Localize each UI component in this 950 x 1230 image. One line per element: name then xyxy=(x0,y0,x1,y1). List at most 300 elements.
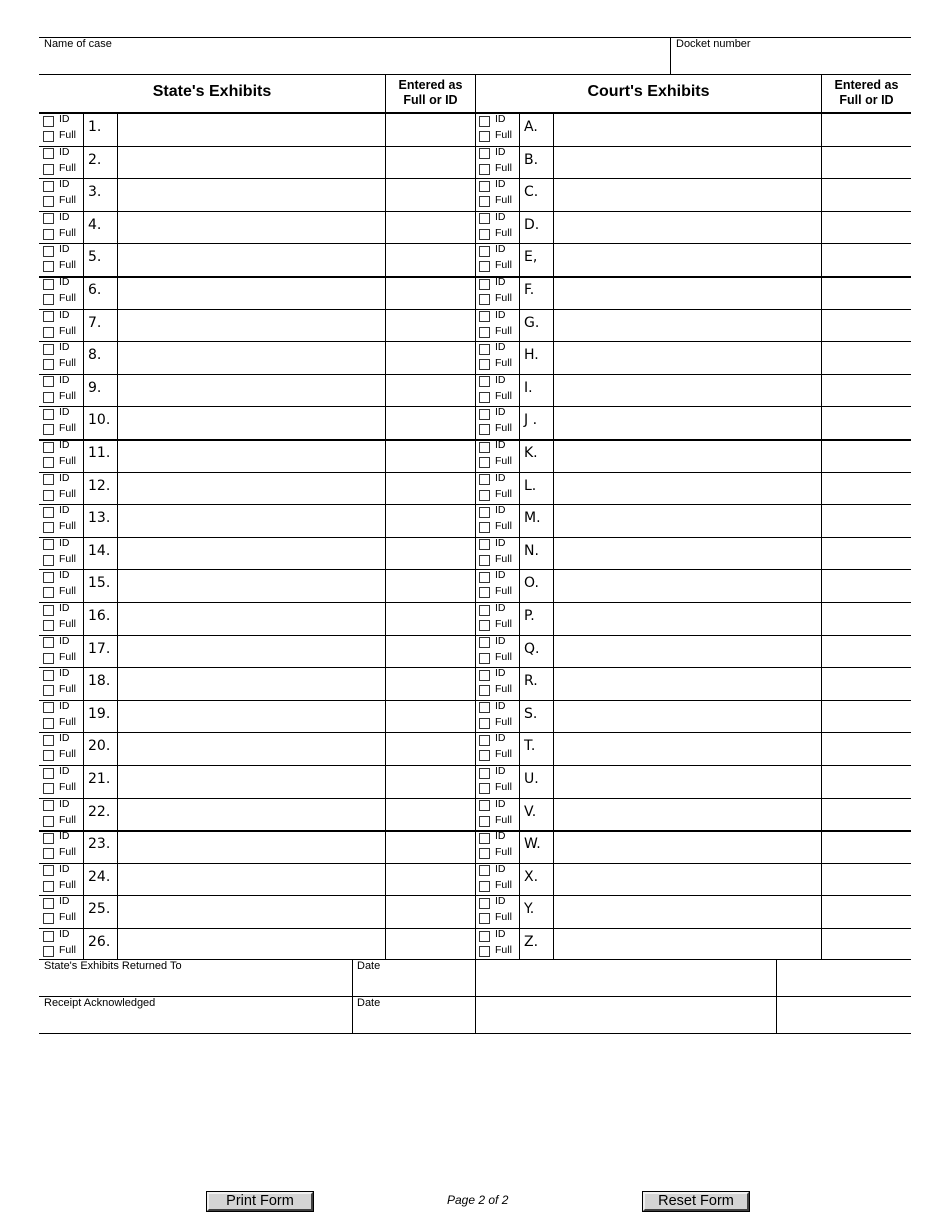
state-exhibit-description-field[interactable] xyxy=(118,668,384,699)
full-checkbox-label: Full xyxy=(59,748,76,761)
state-exhibit-number: 24. xyxy=(88,868,111,885)
full-checkbox-label: Full xyxy=(59,520,76,533)
case-name-field[interactable] xyxy=(42,50,668,72)
full-checkbox-label: Full xyxy=(59,161,76,174)
returned-date-field[interactable] xyxy=(355,973,473,994)
full-checkbox-label: Full xyxy=(495,650,512,663)
state-exhibit-description-field[interactable] xyxy=(118,212,384,243)
court-exhibit-number: Q. xyxy=(524,640,540,657)
state-exhibit-description-field[interactable] xyxy=(118,342,384,373)
state-exhibit-entered-field[interactable] xyxy=(386,505,474,536)
id-checkbox-label: ID xyxy=(495,178,506,191)
state-exhibit-entered-field[interactable] xyxy=(386,701,474,732)
state-exhibit-description-field[interactable] xyxy=(118,179,384,210)
state-exhibit-description-field[interactable] xyxy=(118,473,384,504)
court-exhibit-entered-field[interactable] xyxy=(822,147,910,178)
state-exhibit-entered-field[interactable] xyxy=(386,407,474,438)
court-exhibit-number: I. xyxy=(524,379,533,396)
state-exhibit-description-field[interactable] xyxy=(118,570,384,601)
state-exhibit-full-checkbox[interactable] xyxy=(43,848,54,859)
id-checkbox-label: ID xyxy=(495,765,506,777)
court-exhibit-description-field[interactable] xyxy=(554,342,820,373)
court-exhibit-entered-field[interactable] xyxy=(822,636,910,667)
court-exhibit-description-field[interactable] xyxy=(554,636,820,667)
court-exhibit-full-checkbox[interactable] xyxy=(479,913,490,924)
docket-number-field[interactable] xyxy=(673,50,909,72)
full-checkbox-label: Full xyxy=(59,781,76,793)
state-exhibit-full-checkbox[interactable] xyxy=(43,261,54,272)
state-exhibit-number: 18. xyxy=(88,673,111,690)
state-exhibit-id-checkbox[interactable] xyxy=(43,181,54,192)
court-exhibit-id-checkbox[interactable] xyxy=(479,702,490,713)
court-exhibit-entered-field[interactable] xyxy=(822,570,910,601)
state-exhibit-id-checkbox[interactable] xyxy=(43,572,54,583)
state-exhibit-entered-field[interactable] xyxy=(386,864,474,895)
court-exhibit-id-checkbox[interactable] xyxy=(479,898,490,909)
full-checkbox-label: Full xyxy=(59,129,76,141)
court-exhibit-full-checkbox[interactable] xyxy=(479,196,490,207)
state-exhibit-description-field[interactable] xyxy=(118,375,384,406)
id-checkbox-label: ID xyxy=(59,373,70,386)
court-exhibit-full-checkbox[interactable] xyxy=(479,261,490,272)
court-exhibit-description-field[interactable] xyxy=(554,603,820,634)
state-exhibit-id-checkbox[interactable] xyxy=(43,409,54,420)
state-exhibit-full-checkbox[interactable] xyxy=(43,946,54,957)
state-exhibit-entered-field[interactable] xyxy=(386,375,474,406)
id-checkbox-label: ID xyxy=(495,732,506,745)
state-exhibit-id-checkbox[interactable] xyxy=(43,507,54,518)
state-exhibit-id-checkbox[interactable] xyxy=(43,213,54,224)
court-exhibit-entered-field[interactable] xyxy=(822,668,910,699)
state-exhibit-description-field[interactable] xyxy=(118,505,384,536)
full-checkbox-label: Full xyxy=(495,846,512,859)
court-exhibit-entered-field[interactable] xyxy=(822,766,910,797)
court-exhibit-description-field[interactable] xyxy=(554,310,820,341)
id-checkbox-label: ID xyxy=(495,895,506,908)
id-checkbox-label: ID xyxy=(495,471,506,484)
full-checkbox-label: Full xyxy=(495,878,512,891)
court-exhibit-full-checkbox[interactable] xyxy=(479,750,490,761)
state-exhibit-number: 2. xyxy=(88,151,102,168)
court-exhibit-id-checkbox[interactable] xyxy=(479,735,490,746)
court-exhibit-full-checkbox[interactable] xyxy=(479,359,490,370)
state-exhibit-entered-field[interactable] xyxy=(386,179,474,210)
court-exhibit-description-field[interactable] xyxy=(554,701,820,732)
state-exhibit-id-checkbox[interactable] xyxy=(43,702,54,713)
court-exhibit-description-field[interactable] xyxy=(554,570,820,601)
courts-exhibits-title: Court's Exhibits xyxy=(587,83,710,100)
state-exhibit-description-field[interactable] xyxy=(118,929,384,960)
state-exhibit-id-checkbox[interactable] xyxy=(43,148,54,159)
state-exhibit-entered-field[interactable] xyxy=(386,929,474,960)
court-exhibit-id-checkbox[interactable] xyxy=(479,116,490,127)
state-exhibit-number: 19. xyxy=(88,705,111,722)
court-exhibit-entered-field[interactable] xyxy=(822,342,910,373)
court-exhibit-entered-field[interactable] xyxy=(822,831,910,862)
court-exhibit-full-checkbox[interactable] xyxy=(479,783,490,794)
court-exhibit-description-field[interactable] xyxy=(554,147,820,178)
state-exhibit-number: 23. xyxy=(88,836,111,853)
court-exhibit-entered-field[interactable] xyxy=(822,407,910,438)
court-exhibit-id-checkbox[interactable] xyxy=(479,279,490,290)
court-exhibit-id-checkbox[interactable] xyxy=(479,442,490,453)
court-exhibit-entered-field[interactable] xyxy=(822,244,910,275)
court-exhibit-description-field[interactable] xyxy=(554,407,820,438)
state-exhibit-full-checkbox[interactable] xyxy=(43,555,54,566)
state-exhibit-number: 22. xyxy=(88,803,111,820)
court-exhibit-entered-field[interactable] xyxy=(822,473,910,504)
court-exhibit-number: O. xyxy=(524,575,539,592)
id-checkbox-label: ID xyxy=(495,797,506,810)
state-exhibit-full-checkbox[interactable] xyxy=(43,816,54,827)
state-exhibit-entered-field[interactable] xyxy=(386,896,474,927)
court-exhibit-id-checkbox[interactable] xyxy=(479,507,490,518)
id-checkbox-label: ID xyxy=(59,732,70,745)
state-exhibit-entered-field[interactable] xyxy=(386,668,474,699)
court-exhibit-full-checkbox[interactable] xyxy=(479,294,490,305)
full-checkbox-label: Full xyxy=(59,650,76,663)
court-exhibit-entered-field[interactable] xyxy=(822,440,910,471)
id-checkbox-label: ID xyxy=(59,178,70,191)
court-exhibit-entered-field[interactable] xyxy=(822,277,910,308)
state-exhibit-full-checkbox[interactable] xyxy=(43,913,54,924)
full-checkbox-label: Full xyxy=(59,259,76,272)
state-exhibit-id-checkbox[interactable] xyxy=(43,898,54,909)
state-exhibit-entered-field[interactable] xyxy=(386,538,474,569)
court-exhibit-entered-field[interactable] xyxy=(822,896,910,927)
state-exhibit-entered-field[interactable] xyxy=(386,310,474,341)
state-exhibit-entered-field[interactable] xyxy=(386,342,474,373)
state-exhibit-description-field[interactable] xyxy=(118,896,384,927)
courts-entered-header: Entered as Full or ID xyxy=(834,78,899,107)
state-exhibit-full-checkbox[interactable] xyxy=(43,196,54,207)
state-exhibit-entered-field[interactable] xyxy=(386,212,474,243)
court-exhibit-description-field[interactable] xyxy=(554,212,820,243)
court-exhibit-full-checkbox[interactable] xyxy=(479,881,490,892)
state-exhibit-number: 16. xyxy=(88,608,111,624)
court-exhibit-full-checkbox[interactable] xyxy=(479,490,490,501)
state-exhibit-description-field[interactable] xyxy=(118,831,384,862)
court-exhibit-full-checkbox[interactable] xyxy=(479,457,490,468)
id-checkbox-label: ID xyxy=(59,634,70,647)
court-exhibit-full-checkbox[interactable] xyxy=(479,392,490,403)
state-exhibit-description-field[interactable] xyxy=(118,538,384,569)
court-exhibit-description-field[interactable] xyxy=(554,244,820,275)
court-exhibit-entered-field[interactable] xyxy=(822,799,910,830)
court-exhibit-full-checkbox[interactable] xyxy=(479,816,490,827)
court-exhibit-entered-field[interactable] xyxy=(822,538,910,569)
print-form-button[interactable]: Print Form xyxy=(207,1192,313,1211)
court-exhibit-id-checkbox[interactable] xyxy=(479,409,490,420)
court-exhibit-entered-field[interactable] xyxy=(822,310,910,341)
state-exhibit-description-field[interactable] xyxy=(118,701,384,732)
state-exhibit-id-checkbox[interactable] xyxy=(43,474,54,485)
court-exhibit-id-checkbox[interactable] xyxy=(479,246,490,257)
court-exhibit-id-checkbox[interactable] xyxy=(479,670,490,681)
court-exhibit-entered-field[interactable] xyxy=(822,114,910,145)
court-exhibit-id-checkbox[interactable] xyxy=(479,213,490,224)
state-exhibit-description-field[interactable] xyxy=(118,603,384,634)
court-exhibit-description-field[interactable] xyxy=(554,505,820,536)
court-exhibit-id-checkbox[interactable] xyxy=(479,311,490,322)
full-checkbox-label: Full xyxy=(59,683,76,696)
id-checkbox-label: ID xyxy=(495,373,506,386)
state-exhibit-entered-field[interactable] xyxy=(386,733,474,764)
state-exhibit-full-checkbox[interactable] xyxy=(43,164,54,175)
state-exhibit-entered-field[interactable] xyxy=(386,766,474,797)
full-checkbox-label: Full xyxy=(495,715,512,728)
state-exhibit-number: 25. xyxy=(88,901,111,918)
state-exhibit-entered-field[interactable] xyxy=(386,440,474,471)
receipt-extra-field[interactable] xyxy=(478,999,774,1031)
full-checkbox-label: Full xyxy=(495,813,512,826)
court-exhibit-description-field[interactable] xyxy=(554,277,820,308)
state-exhibit-description-field[interactable] xyxy=(118,310,384,341)
state-exhibit-entered-field[interactable] xyxy=(386,114,474,145)
state-exhibit-full-checkbox[interactable] xyxy=(43,392,54,403)
court-exhibit-id-checkbox[interactable] xyxy=(479,539,490,550)
full-checkbox-label: Full xyxy=(495,129,512,141)
full-checkbox-label: Full xyxy=(495,357,512,370)
state-exhibit-number: 13. xyxy=(88,510,111,527)
court-exhibit-full-checkbox[interactable] xyxy=(479,164,490,175)
state-exhibit-description-field[interactable] xyxy=(118,277,384,308)
court-exhibit-full-checkbox[interactable] xyxy=(479,327,490,338)
court-exhibit-full-checkbox[interactable] xyxy=(479,555,490,566)
state-exhibit-full-checkbox[interactable] xyxy=(43,653,54,664)
full-checkbox-label: Full xyxy=(59,878,76,891)
receipt-extra-date-field[interactable] xyxy=(779,999,909,1031)
id-checkbox-label: ID xyxy=(59,210,70,223)
court-exhibit-description-field[interactable] xyxy=(554,473,820,504)
id-checkbox-label: ID xyxy=(495,634,506,647)
court-exhibit-number: K. xyxy=(524,445,538,461)
court-exhibit-full-checkbox[interactable] xyxy=(479,718,490,729)
court-exhibit-id-checkbox[interactable] xyxy=(479,768,490,779)
court-exhibit-description-field[interactable] xyxy=(554,733,820,764)
state-exhibit-number: 8. xyxy=(88,347,102,364)
id-checkbox-label: ID xyxy=(59,765,70,777)
state-exhibit-full-checkbox[interactable] xyxy=(43,881,54,892)
court-exhibit-description-field[interactable] xyxy=(554,831,820,862)
court-exhibit-id-checkbox[interactable] xyxy=(479,833,490,844)
state-exhibit-full-checkbox[interactable] xyxy=(43,359,54,370)
full-checkbox-label: Full xyxy=(495,487,512,500)
state-exhibit-full-checkbox[interactable] xyxy=(43,620,54,631)
court-exhibit-description-field[interactable] xyxy=(554,179,820,210)
state-exhibit-description-field[interactable] xyxy=(118,733,384,764)
id-checkbox-label: ID xyxy=(59,830,70,843)
state-exhibit-id-checkbox[interactable] xyxy=(43,311,54,322)
state-exhibit-entered-field[interactable] xyxy=(386,244,474,275)
state-exhibit-description-field[interactable] xyxy=(118,864,384,895)
court-exhibit-full-checkbox[interactable] xyxy=(479,620,490,631)
court-exhibit-number: Y. xyxy=(524,901,535,918)
case-name-label: Name of case xyxy=(44,38,112,50)
state-exhibit-description-field[interactable] xyxy=(118,799,384,830)
id-checkbox-label: ID xyxy=(495,243,506,256)
state-exhibit-full-checkbox[interactable] xyxy=(43,718,54,729)
court-exhibit-id-checkbox[interactable] xyxy=(479,637,490,648)
court-exhibit-description-field[interactable] xyxy=(554,375,820,406)
court-exhibit-full-checkbox[interactable] xyxy=(479,848,490,859)
id-checkbox-label: ID xyxy=(59,504,70,517)
state-exhibit-description-field[interactable] xyxy=(118,407,384,438)
court-exhibit-full-checkbox[interactable] xyxy=(479,229,490,240)
court-exhibit-number: H. xyxy=(524,347,539,364)
state-exhibit-full-checkbox[interactable] xyxy=(43,131,54,142)
state-exhibit-number: 26. xyxy=(88,934,111,950)
state-exhibit-entered-field[interactable] xyxy=(386,603,474,634)
court-exhibit-id-checkbox[interactable] xyxy=(479,474,490,485)
state-exhibit-full-checkbox[interactable] xyxy=(43,424,54,435)
state-exhibit-number: 5. xyxy=(88,249,102,266)
state-exhibit-description-field[interactable] xyxy=(118,114,384,145)
full-checkbox-label: Full xyxy=(59,292,76,304)
returned-extra-date-field[interactable] xyxy=(779,962,909,994)
full-checkbox-label: Full xyxy=(495,389,512,402)
court-exhibit-description-field[interactable] xyxy=(554,538,820,569)
state-exhibit-id-checkbox[interactable] xyxy=(43,442,54,453)
state-exhibit-number: 20. xyxy=(88,738,111,755)
court-exhibit-entered-field[interactable] xyxy=(822,701,910,732)
id-checkbox-label: ID xyxy=(59,667,70,680)
state-exhibit-full-checkbox[interactable] xyxy=(43,685,54,696)
state-exhibit-id-checkbox[interactable] xyxy=(43,539,54,550)
court-exhibit-id-checkbox[interactable] xyxy=(479,344,490,355)
state-exhibit-full-checkbox[interactable] xyxy=(43,490,54,501)
court-exhibit-entered-field[interactable] xyxy=(822,505,910,536)
court-exhibit-description-field[interactable] xyxy=(554,766,820,797)
court-exhibit-id-checkbox[interactable] xyxy=(479,605,490,616)
state-exhibit-id-checkbox[interactable] xyxy=(43,833,54,844)
state-exhibit-description-field[interactable] xyxy=(118,766,384,797)
court-exhibit-entered-field[interactable] xyxy=(822,375,910,406)
court-exhibit-full-checkbox[interactable] xyxy=(479,424,490,435)
page-number: Page 2 of 2 xyxy=(447,1193,509,1207)
court-exhibit-entered-field[interactable] xyxy=(822,212,910,243)
state-exhibit-entered-field[interactable] xyxy=(386,473,474,504)
state-exhibit-full-checkbox[interactable] xyxy=(43,783,54,794)
court-exhibit-id-checkbox[interactable] xyxy=(479,376,490,387)
court-exhibit-full-checkbox[interactable] xyxy=(479,685,490,696)
court-exhibit-entered-field[interactable] xyxy=(822,929,910,960)
state-exhibit-full-checkbox[interactable] xyxy=(43,327,54,338)
state-exhibit-id-checkbox[interactable] xyxy=(43,670,54,681)
state-exhibit-full-checkbox[interactable] xyxy=(43,750,54,761)
state-exhibit-description-field[interactable] xyxy=(118,636,384,667)
court-exhibit-full-checkbox[interactable] xyxy=(479,946,490,957)
court-exhibit-description-field[interactable] xyxy=(554,440,820,471)
state-exhibit-id-checkbox[interactable] xyxy=(43,800,54,811)
court-exhibit-description-field[interactable] xyxy=(554,864,820,895)
state-exhibit-full-checkbox[interactable] xyxy=(43,457,54,468)
id-checkbox-label: ID xyxy=(495,341,506,354)
court-exhibit-entered-field[interactable] xyxy=(822,179,910,210)
court-exhibit-id-checkbox[interactable] xyxy=(479,800,490,811)
court-exhibit-description-field[interactable] xyxy=(554,114,820,145)
state-exhibit-number: 17. xyxy=(88,640,111,657)
court-exhibit-description-field[interactable] xyxy=(554,668,820,699)
state-exhibit-id-checkbox[interactable] xyxy=(43,768,54,779)
court-exhibit-id-checkbox[interactable] xyxy=(479,181,490,192)
id-checkbox-label: ID xyxy=(495,113,506,125)
state-exhibit-description-field[interactable] xyxy=(118,244,384,275)
full-checkbox-label: Full xyxy=(495,324,512,337)
court-exhibit-number: V. xyxy=(524,803,537,820)
id-checkbox-label: ID xyxy=(495,928,506,940)
court-exhibit-entered-field[interactable] xyxy=(822,603,910,634)
state-exhibit-id-checkbox[interactable] xyxy=(43,637,54,648)
state-exhibit-entered-field[interactable] xyxy=(386,799,474,830)
court-exhibit-full-checkbox[interactable] xyxy=(479,131,490,142)
court-exhibit-id-checkbox[interactable] xyxy=(479,865,490,876)
court-exhibit-full-checkbox[interactable] xyxy=(479,587,490,598)
id-checkbox-label: ID xyxy=(495,862,506,875)
state-exhibit-entered-field[interactable] xyxy=(386,570,474,601)
returned-extra-field[interactable] xyxy=(478,962,774,994)
court-exhibit-id-checkbox[interactable] xyxy=(479,931,490,942)
court-exhibit-entered-field[interactable] xyxy=(822,864,910,895)
reset-form-button[interactable]: Reset Form xyxy=(643,1192,749,1211)
state-exhibit-id-checkbox[interactable] xyxy=(43,344,54,355)
state-exhibit-full-checkbox[interactable] xyxy=(43,294,54,305)
state-exhibit-id-checkbox[interactable] xyxy=(43,605,54,616)
court-exhibit-entered-field[interactable] xyxy=(822,733,910,764)
full-checkbox-label: Full xyxy=(59,324,76,337)
state-exhibit-id-checkbox[interactable] xyxy=(43,246,54,257)
full-checkbox-label: Full xyxy=(59,911,76,924)
state-exhibit-description-field[interactable] xyxy=(118,440,384,471)
state-exhibit-entered-field[interactable] xyxy=(386,636,474,667)
state-exhibit-full-checkbox[interactable] xyxy=(43,587,54,598)
state-exhibit-description-field[interactable] xyxy=(118,147,384,178)
court-exhibit-full-checkbox[interactable] xyxy=(479,653,490,664)
state-exhibit-entered-field[interactable] xyxy=(386,147,474,178)
state-exhibit-number: 12. xyxy=(88,477,111,494)
receipt-acknowledged-field[interactable] xyxy=(42,1010,350,1031)
state-exhibit-number: 4. xyxy=(88,216,102,233)
state-exhibit-id-checkbox[interactable] xyxy=(43,279,54,290)
court-exhibit-description-field[interactable] xyxy=(554,929,820,960)
court-exhibit-full-checkbox[interactable] xyxy=(479,522,490,533)
id-checkbox-label: ID xyxy=(495,830,506,843)
state-exhibit-id-checkbox[interactable] xyxy=(43,931,54,942)
receipt-date-field[interactable] xyxy=(355,1010,473,1031)
court-exhibit-number: M. xyxy=(524,510,541,527)
returned-to-field[interactable] xyxy=(42,973,350,994)
state-exhibit-id-checkbox[interactable] xyxy=(43,735,54,746)
states-exhibits-title: State's Exhibits xyxy=(152,83,272,100)
state-exhibit-entered-field[interactable] xyxy=(386,831,474,862)
state-exhibit-full-checkbox[interactable] xyxy=(43,522,54,533)
full-checkbox-label: Full xyxy=(495,781,512,793)
state-exhibit-full-checkbox[interactable] xyxy=(43,229,54,240)
state-exhibit-id-checkbox[interactable] xyxy=(43,116,54,127)
full-checkbox-label: Full xyxy=(495,194,512,207)
state-exhibit-id-checkbox[interactable] xyxy=(43,865,54,876)
state-exhibit-id-checkbox[interactable] xyxy=(43,376,54,387)
court-exhibit-id-checkbox[interactable] xyxy=(479,148,490,159)
court-exhibit-id-checkbox[interactable] xyxy=(479,572,490,583)
court-exhibit-description-field[interactable] xyxy=(554,799,820,830)
id-checkbox-label: ID xyxy=(495,308,506,321)
full-checkbox-label: Full xyxy=(495,683,512,696)
state-exhibit-entered-field[interactable] xyxy=(386,277,474,308)
court-exhibit-number: G. xyxy=(524,314,540,331)
court-exhibit-number: L. xyxy=(524,477,537,494)
court-exhibit-description-field[interactable] xyxy=(554,896,820,927)
